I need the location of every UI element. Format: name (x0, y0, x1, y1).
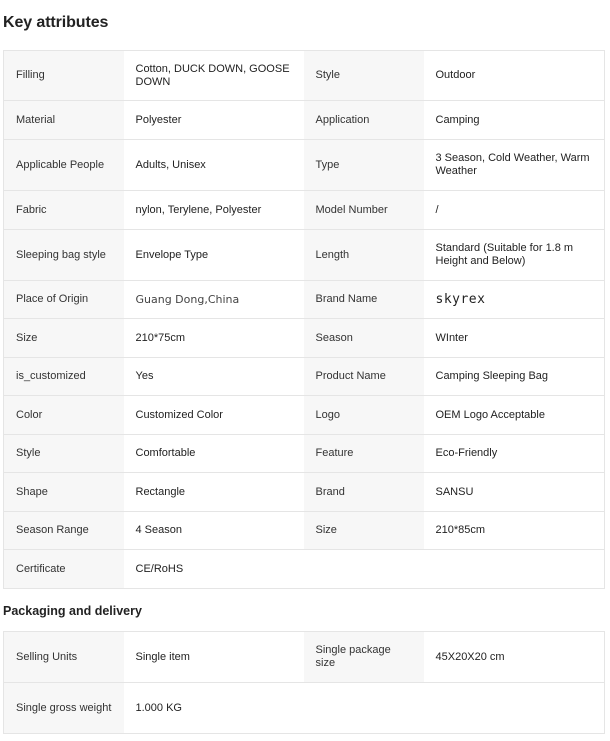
attr-value-style-2: Comfortable (124, 435, 304, 473)
attr-key-applicable-people: Applicable People (4, 140, 124, 191)
attr-value-material: Polyester (124, 101, 304, 140)
table-row (4, 396, 605, 435)
attr-value-place-of-origin: Guang Dong,China (124, 281, 304, 319)
table-row (4, 683, 605, 734)
attr-key-application: Application (304, 101, 424, 140)
attr-value-certificate: CE/RoHS (124, 550, 304, 589)
attr-value-fabric: nylon, Terylene, Polyester (124, 191, 304, 230)
attr-key-season: Season (304, 319, 424, 358)
attr-value-is-customized: Yes (124, 358, 304, 396)
table-row (4, 358, 605, 396)
attr-value-size-2: 210*85cm (424, 512, 605, 550)
pack-value-single-package-size: 45X20X20 cm (424, 632, 605, 683)
attr-key-fabric: Fabric (4, 191, 124, 230)
pack-value-single-gross-weight: 1.000 KG (124, 683, 605, 734)
table-row (4, 473, 605, 512)
attr-key-certificate: Certificate (4, 550, 124, 589)
attr-key-brand: Brand (304, 473, 424, 512)
table-row (4, 191, 605, 230)
attr-value-season-range: 4 Season (124, 512, 304, 550)
attr-key-type: Type (304, 140, 424, 191)
attr-key-sleeping-bag-style: Sleeping bag style (4, 230, 124, 281)
attr-key-filling: Filling (4, 51, 124, 101)
attr-value-applicable-people: Adults, Unisex (124, 140, 304, 191)
table-row (4, 281, 605, 319)
attr-key-brand-name: Brand Name (304, 281, 424, 319)
attr-value-style: Outdoor (424, 51, 605, 101)
table-row (4, 51, 605, 101)
attr-key-season-range: Season Range (4, 512, 124, 550)
table-row (4, 550, 605, 589)
attr-key-style-2: Style (4, 435, 124, 473)
attr-key-length: Length (304, 230, 424, 281)
attr-value-size: 210*75cm (124, 319, 304, 358)
attr-value-shape: Rectangle (124, 473, 304, 512)
table-row (4, 140, 605, 191)
pack-key-single-gross-weight: Single gross weight (4, 683, 124, 734)
attr-key-feature: Feature (304, 435, 424, 473)
pack-key-single-package-size: Single package size (304, 632, 424, 683)
key-attributes-table (3, 50, 605, 589)
table-row (4, 632, 605, 683)
table-row (4, 435, 605, 473)
attr-value-brand-name: skyrex (424, 281, 605, 319)
attr-key-shape: Shape (4, 473, 124, 512)
packaging-table (3, 631, 605, 734)
attr-value-filling: Cotton, DUCK DOWN, GOOSE DOWN (124, 51, 304, 101)
attr-key-empty (304, 550, 424, 589)
attr-value-model-number: / (424, 191, 605, 230)
attr-key-is-customized: is_customized (4, 358, 124, 396)
attr-key-style: Style (304, 51, 424, 101)
packaging-heading: Packaging and delivery (3, 604, 142, 618)
attr-key-size-2: Size (304, 512, 424, 550)
attr-key-logo: Logo (304, 396, 424, 435)
attr-value-sleeping-bag-style: Envelope Type (124, 230, 304, 281)
attr-key-material: Material (4, 101, 124, 140)
table-row (4, 101, 605, 140)
attr-key-size: Size (4, 319, 124, 358)
table-row (4, 230, 605, 281)
attr-value-logo: OEM Logo Acceptable (424, 396, 605, 435)
table-row (4, 512, 605, 550)
attr-value-brand: SANSU (424, 473, 605, 512)
attr-value-feature: Eco-Friendly (424, 435, 605, 473)
attr-value-color: Customized Color (124, 396, 304, 435)
attr-value-product-name: Camping Sleeping Bag (424, 358, 605, 396)
pack-value-selling-units: Single item (124, 632, 304, 683)
attr-key-product-name: Product Name (304, 358, 424, 396)
attr-value-empty (424, 550, 605, 589)
key-attributes-heading: Key attributes (3, 14, 109, 31)
attr-value-length: Standard (Suitable for 1.8 m Height and Below) (424, 230, 605, 281)
attr-key-model-number: Model Number (304, 191, 424, 230)
attr-value-application: Camping (424, 101, 605, 140)
attr-value-season: WInter (424, 319, 605, 358)
attr-key-place-of-origin: Place of Origin (4, 281, 124, 319)
table-row (4, 319, 605, 358)
pack-key-selling-units: Selling Units (4, 632, 124, 683)
attr-key-color: Color (4, 396, 124, 435)
attr-value-type: 3 Season, Cold Weather, Warm Weather (424, 140, 605, 191)
